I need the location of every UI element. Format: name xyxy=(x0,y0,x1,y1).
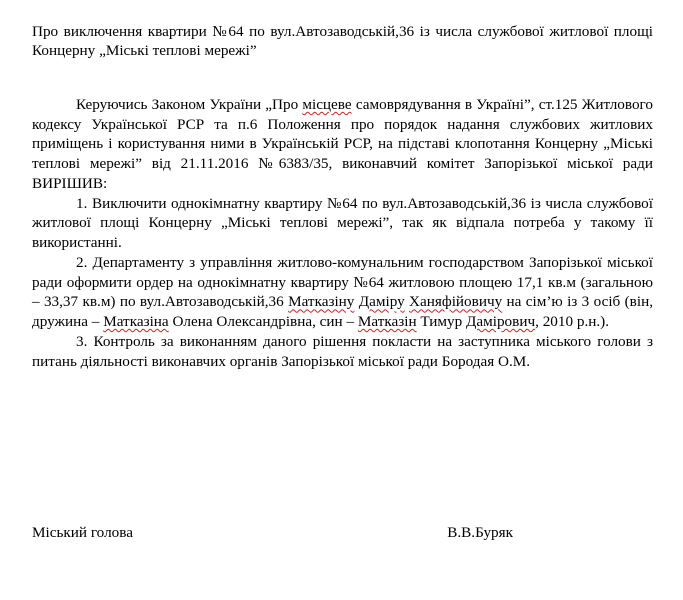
document-body xyxy=(32,95,653,372)
signature-row xyxy=(32,524,653,542)
signatory-role: Міський голова xyxy=(32,524,133,541)
signatory-name: В.В.Буряк xyxy=(447,524,513,541)
paragraph-item-3: 3. Контроль за виконанням даного рішення покласти на заступника міського голови з питань діяльності виконавчих органів Запорізької міської ради Бородая О.М. xyxy=(32,332,653,370)
paragraph-item-2: 2. Департаменту з управління житлово-комунальним господарством Запорізької міської ради оформити ордер на однокімнатну квартиру №64 житловою площею 17,1 кв.м (загальною – 33,37 кв.м) по вул.Автозаводській,36 Матказіну Даміру Ханяфійовичу на сім’ю із 3 осіб (він, дружина – Матказіна Олена Олександрівна, син – Матказін Тимур Дамірович, 2010 р.н.). xyxy=(32,253,653,331)
document-title: Про виключення квартири №64 по вул.Автозаводській,36 із числа службової житлової площі Концерну „Міські теплові мережі” xyxy=(32,23,653,60)
paragraph-item-1: 1. Виключити однокімнатну квартиру №64 по вул.Автозаводській,36 із числа службової житлової площі Концерну „Міські теплові мережі”, так як відпала потреба у такому її використанні. xyxy=(32,194,653,252)
paragraph-preamble: Керуючись Законом України „Про місцеве самоврядування в Україні”, ст.125 Житлового кодексу Української РСР та п.6 Положення про порядок надання службових житлових приміщень і користування ними в Українській РСР, на підставі клопотання Концерну „Міські теплові мережі” від 21.11.2016 №6383/35, виконавчий комітет Запорізької міської ради ВИРІШИВ: xyxy=(32,95,653,192)
